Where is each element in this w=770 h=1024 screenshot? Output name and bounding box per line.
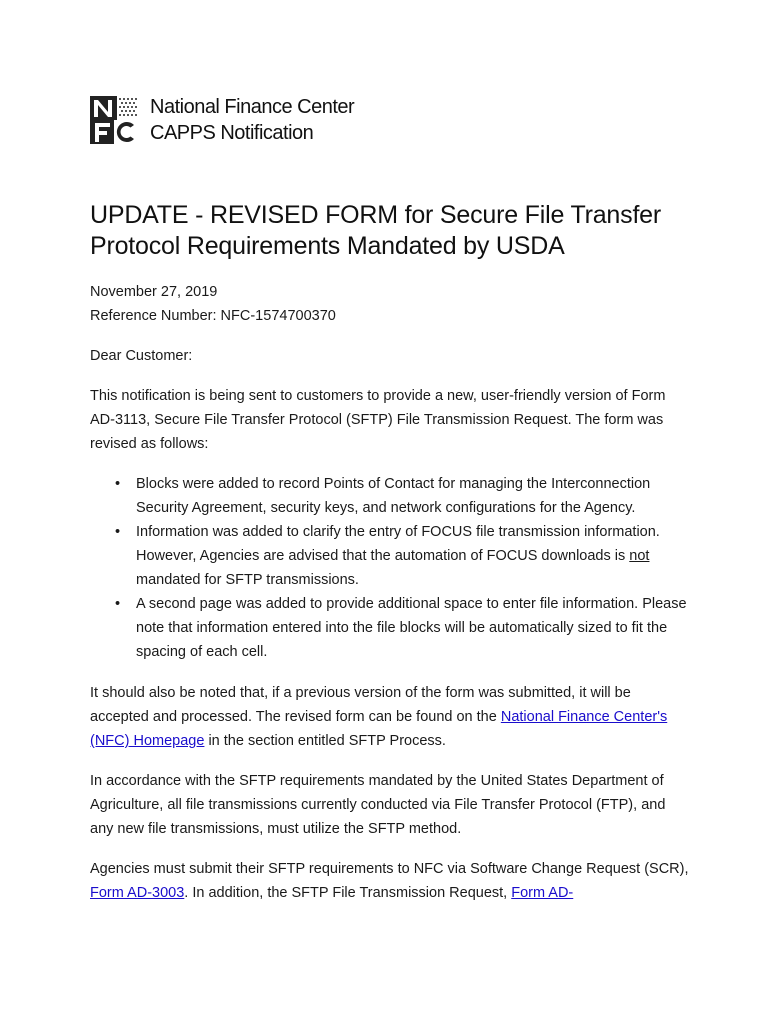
notification-date: November 27, 2019 bbox=[90, 284, 218, 300]
paragraph-text: in the section entitled SFTP Process. bbox=[204, 733, 446, 749]
salutation: Dear Customer: bbox=[90, 348, 193, 364]
notification-body bbox=[90, 280, 690, 921]
list-item bbox=[136, 472, 690, 520]
bullet-text: Information was added to clarify the entry of FOCUS file transmission information. However, Agencies are advised that the automation of FOCUS downloads is bbox=[136, 524, 660, 564]
nfc-logo bbox=[90, 96, 138, 144]
bullet-text: A second page was added to provide additional space to enter file information. Please note that information entered into the file blocks will be automatically sized to fit the spacing of each cell. bbox=[136, 596, 687, 660]
notification-header bbox=[90, 96, 354, 146]
previous-version-paragraph bbox=[90, 681, 690, 753]
revision-list bbox=[90, 472, 690, 664]
page-title: UPDATE - REVISED FORM for Secure File Transfer Protocol Requirements Mandated by USDA bbox=[90, 201, 662, 260]
nfc-homepage-link[interactable]: National Finance Center's (NFC) Homepage bbox=[90, 709, 668, 749]
form-ad-3003-link[interactable]: Form AD-3003 bbox=[90, 885, 185, 901]
org-name: National Finance Center bbox=[150, 96, 355, 118]
bullet-text: mandated for SFTP transmissions. bbox=[136, 572, 359, 588]
requirements-paragraph: In accordance with the SFTP requirements mandated by the United States Department of Agriculture, all file transmissions currently conducted via File Transfer Protocol (FTP), and any new file transmissions, must utilize the SFTP method. bbox=[90, 773, 666, 837]
meta-block bbox=[90, 280, 690, 328]
submit-paragraph bbox=[90, 857, 690, 905]
reference-number: Reference Number: NFC-1574700370 bbox=[90, 308, 336, 324]
list-item bbox=[136, 520, 690, 592]
list-item bbox=[136, 592, 690, 664]
intro-paragraph: This notification is being sent to customers to provide a new, user-friendly version of Form AD-3113, Secure File Transfer Protocol (SFTP) File Transmission Request. The form was revised as follows: bbox=[90, 388, 666, 452]
notification-type: CAPPS Notification bbox=[150, 122, 314, 144]
paragraph-text: Agencies must submit their SFTP requirements to NFC via Software Change Request (SCR), bbox=[90, 861, 689, 877]
paragraph-text: . In addition, the SFTP File Transmission Request, bbox=[184, 885, 512, 901]
emphasis-not: not bbox=[629, 548, 650, 564]
form-ad-link[interactable]: Form AD- bbox=[511, 885, 574, 901]
paragraph-text: It should also be noted that, if a previous version of the form was submitted, it will be accepted and processed. The revised form can be found on the bbox=[90, 685, 631, 725]
bullet-text: Blocks were added to record Points of Contact for managing the Interconnection Security Agreement, security keys, and network configurations for the Agency. bbox=[136, 476, 651, 516]
